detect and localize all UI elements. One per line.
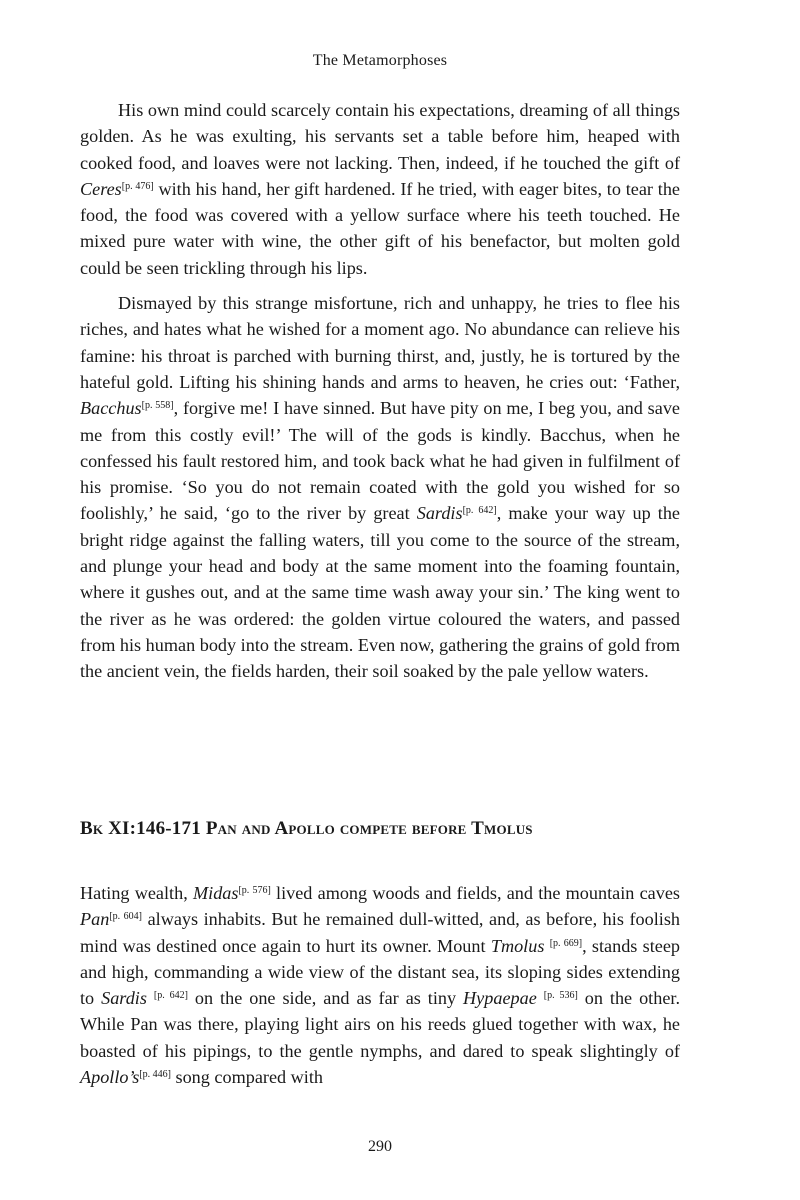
italic-name: Sardis — [101, 988, 147, 1009]
italic-name: Bacchus — [80, 398, 142, 419]
text-run: Dismayed by this strange misfortune, rich and unhappy, he tries to flee his riches, and hates what he wished for a moment ago. No abundance can relieve his famine: his throat is parched with burning thirst, and, justly, he is tortured by the hateful gold. Lifting his shining hands and arms to heaven, he cries out: ‘Father, — [80, 293, 680, 392]
paragraph — [80, 290, 680, 684]
page-reference: [p. 642] — [462, 505, 497, 517]
text-run: Hating wealth, — [80, 883, 193, 903]
text-run: always inhabits. But he remained dull-witted, and, as before, his foolish mind was destined once again to hurt its owner. Mount — [80, 909, 680, 956]
italic-name: Apollo’s — [80, 1067, 140, 1088]
text-run: song compared with — [170, 1067, 324, 1088]
text-run: on the other. While Pan was there, playing light airs on his reeds glued together with wax, he boasted of his pipings, to the gentle nymphs, and dared to speak slightingly of — [80, 988, 680, 1061]
page-reference: [p. 642] — [153, 990, 188, 1002]
text-run — [537, 988, 544, 1008]
page-reference: [p. 536] — [543, 990, 578, 1002]
italic-name: Midas — [192, 883, 239, 903]
text-run: with his hand, her gift hardened. If he tried, with eager bites, to tear the food, the food was covered with a yellow surface where his teeth touched. He mixed pure water with wine, the other gift of his benefactor, but molten gold could be seen trickling through his lips. — [80, 178, 680, 278]
main-text — [80, 97, 680, 685]
section-text — [80, 880, 680, 1090]
italic-name: Pan — [80, 909, 110, 930]
text-run: , forgive me! I have sinned. But have pity on me, I beg you, and save me from this costly evil!’ The will of the gods is kindly. Bacchus, when he confessed his fault restored him, and took back what he had given in fulfilment of his promise. ‘So you do not remain coated with the gold you wished for so foolishly,’ he said, ‘go to the river by great — [80, 398, 680, 524]
text-run: , make your way up the bright ridge against the falling waters, till you come to the source of the stream, and plunge your head and body at the same moment into the foaming fountain, where it gushes out, and at the same time wash away your sin.’ The king went to the river as he was ordered: the golden virtue coloured the waters, and passed from his human body into the stream. Even now, gathering the grains of gold from the ancient vein, the fields harden, their soil soaked by the pale yellow waters. — [80, 503, 680, 682]
paragraph — [80, 880, 680, 1090]
italic-name: Hypaepae — [463, 988, 537, 1009]
italic-name: Sardis — [416, 503, 463, 524]
section-heading: Bk XI:146-171 Pan and Apollo compete before Tmolus — [80, 818, 533, 839]
page-reference: [p. 476] — [121, 180, 154, 192]
page-reference: [p. 576] — [238, 885, 271, 896]
italic-name: Ceres — [80, 178, 122, 199]
paragraph — [80, 97, 680, 281]
page-reference: [p. 446] — [139, 1069, 171, 1081]
text-run — [147, 988, 154, 1008]
text-run: lived among woods and fields, and the mountain caves — [270, 883, 680, 903]
text-run: , stands steep and high, commanding a wide view of the distant sea, its sloping sides extending to — [80, 935, 681, 1009]
text-run: on the one side, and as far as tiny — [187, 988, 464, 1009]
italic-name: Tmolus — [490, 935, 545, 956]
page-number: 290 — [368, 1138, 392, 1155]
page-reference: [p. 604] — [109, 911, 142, 923]
running-head: The Metamorphoses — [312, 52, 448, 69]
text-run: His own mind could scarcely contain his expectations, dreaming of all things golden. As he was exulting, his servants set a table before him, heaped with cooked food, and loaves were not lacking. Then, indeed, if he touched the gift of — [80, 100, 680, 173]
page-reference: [p. 558] — [141, 400, 174, 412]
page-reference: [p. 669] — [549, 937, 583, 949]
book-page — [80, 0, 680, 1200]
